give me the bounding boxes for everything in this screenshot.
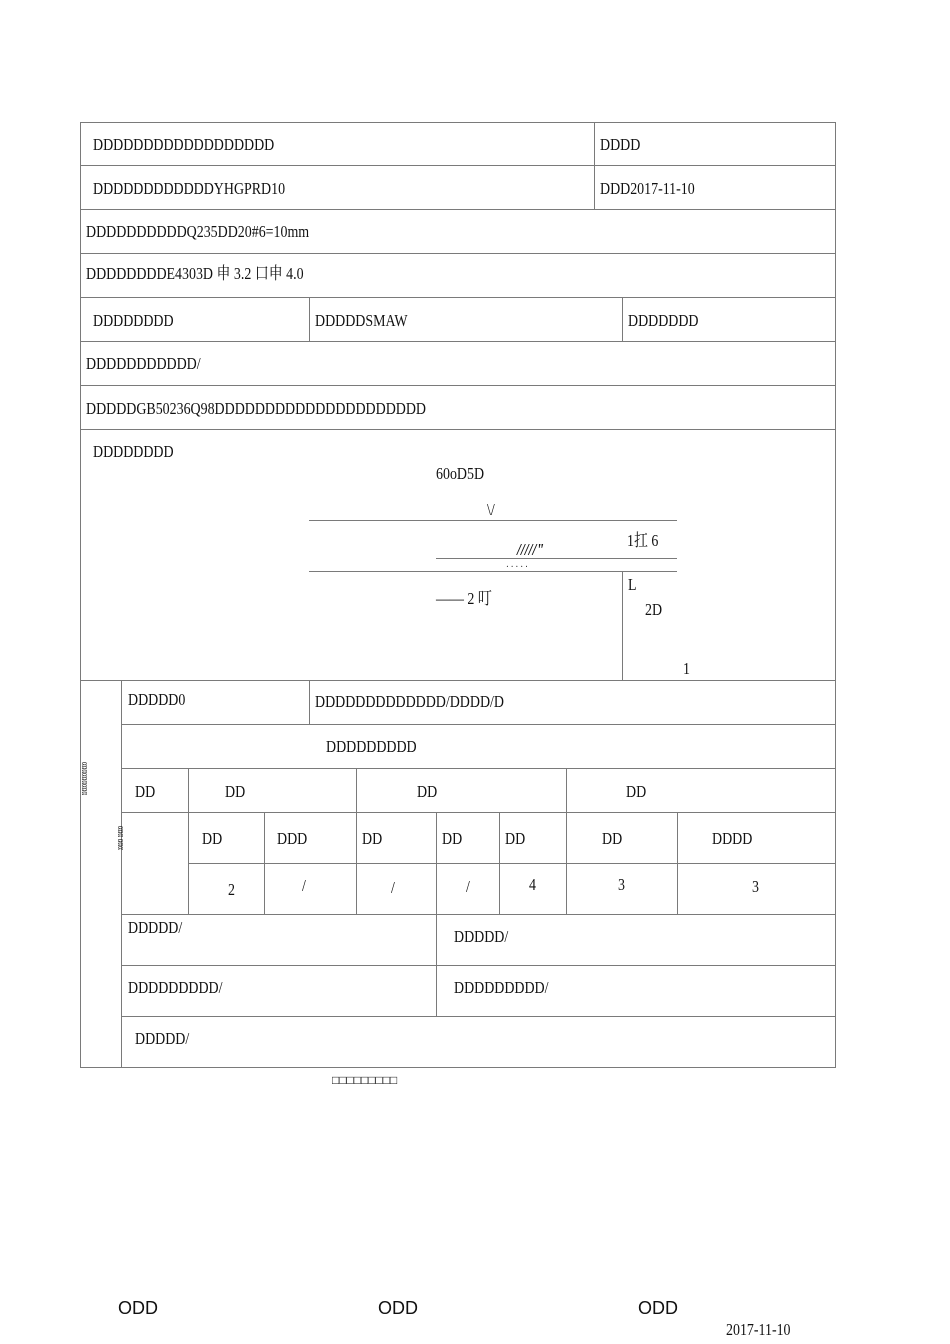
sub-header: DD <box>362 829 383 848</box>
base-material: DDDDDDDDDDQ235DD20#6=10mm <box>86 222 310 241</box>
interpass-label: DDDDDDDDDDDDD/DDDD/D <box>315 692 504 711</box>
groove-mark: \/ <box>487 500 495 519</box>
weld-hatch: /////" <box>517 540 545 559</box>
value-cell: 4 <box>529 875 536 894</box>
group-header: DD <box>417 782 438 801</box>
row-line <box>121 1016 836 1017</box>
value-cell: / <box>466 877 470 896</box>
col-line <box>436 812 437 914</box>
value-cell: 3 <box>618 875 625 894</box>
col-line <box>566 768 567 914</box>
layer-label: 1扛 6 <box>627 531 659 550</box>
row-line <box>188 863 836 864</box>
sub-header: DD <box>505 829 526 848</box>
date-field: DDD2017-11-10 <box>600 179 695 198</box>
position-label: DDDDDDD <box>628 311 699 330</box>
border-bottom <box>80 1067 836 1068</box>
border-left <box>80 122 81 1068</box>
params-title: DDDDDDDDD <box>326 737 417 756</box>
col-line <box>622 297 623 341</box>
bottom-label: —— 2 叮 <box>436 589 492 608</box>
col-line <box>436 914 437 1016</box>
col-line <box>594 122 595 209</box>
row-line <box>80 341 836 342</box>
row-line <box>80 385 836 386</box>
row-c: DDDDD/ <box>135 1029 190 1048</box>
number-label: DDDD <box>600 135 641 154</box>
col-line <box>499 812 500 914</box>
support-row: DDDDDDDDDDD/ <box>86 354 201 373</box>
joint-label: DDDDDDDD <box>93 442 174 461</box>
method-label: DDDDDDDD <box>93 311 174 330</box>
value-cell: / <box>391 878 395 897</box>
welding-procedure-form <box>80 122 836 1068</box>
row-line <box>80 680 836 681</box>
signature-label-2: ODD <box>378 1298 418 1318</box>
plate-top-line <box>309 520 677 521</box>
row-line <box>80 297 836 298</box>
groove-angle-label: 60oD5D <box>436 464 485 483</box>
sub-header: DD <box>442 829 463 848</box>
border-top <box>80 122 836 123</box>
row-line <box>121 914 836 915</box>
border-right <box>835 122 836 1068</box>
signature-label-1: ODD <box>118 1298 158 1318</box>
col-line <box>264 812 265 914</box>
row-a-right: DDDDD/ <box>454 927 509 946</box>
plate-mid-line <box>436 558 677 559</box>
row-line <box>121 965 836 966</box>
sub-header: DDD <box>277 829 308 848</box>
preheat-label: DDDDD0 <box>128 690 186 709</box>
standard-row: DDDDDGB50236Q98DDDDDDDDDDDDDDDDDDDDD <box>86 399 426 418</box>
row-line <box>121 812 836 813</box>
row-b-left: DDDDDDDDD/ <box>128 978 223 997</box>
group-header: DD <box>135 782 156 801</box>
value-cell: 2 <box>228 880 235 899</box>
sub-header: DD <box>602 829 623 848</box>
row-line <box>121 724 836 725</box>
row-line <box>80 165 836 166</box>
group-header: DD <box>225 782 246 801</box>
side-vertical-text: ααααααααα <box>79 762 90 796</box>
row-b-right: DDDDDDDDD/ <box>454 978 549 997</box>
procedure-number: DDDDDDDDDDDDYHGPRD10 <box>93 179 286 198</box>
col-line <box>309 297 310 341</box>
sub-header: DD <box>202 829 223 848</box>
col-line <box>356 768 357 914</box>
method-value: DDDDDSMAW <box>315 311 408 330</box>
row-line <box>80 209 836 210</box>
project-name: DDDDDDDDDDDDDDDDDD <box>93 135 275 154</box>
sub-header: DDDD <box>712 829 753 848</box>
right-2d-label: 2D <box>645 600 663 619</box>
table-caption: □□□□□□□□□ <box>332 1073 398 1087</box>
row-line <box>121 768 836 769</box>
row-a-left: DDDDD/ <box>128 918 183 937</box>
right-1-label: 1 <box>683 659 690 678</box>
value-cell: 3 <box>752 877 759 896</box>
plate-bottom-line <box>309 571 677 572</box>
group-header: DD <box>626 782 647 801</box>
row-line <box>80 429 836 430</box>
side-col-line <box>121 680 122 1068</box>
col-line <box>309 680 310 724</box>
filler-material: DDDDDDDDE4303D 申 3.2 口申 4.0 <box>86 264 304 283</box>
right-l-label: L <box>628 575 637 594</box>
footer-date: 2017-11-10 <box>726 1320 791 1339</box>
col-line <box>622 571 623 680</box>
sub-side-text: ααα ααα <box>115 826 126 850</box>
signature-label-3: ODD <box>638 1298 678 1318</box>
weld-dots: · · · · · <box>506 562 528 573</box>
col-line <box>188 768 189 914</box>
row-line <box>80 253 836 254</box>
col-line <box>677 812 678 914</box>
value-cell: / <box>302 876 306 895</box>
